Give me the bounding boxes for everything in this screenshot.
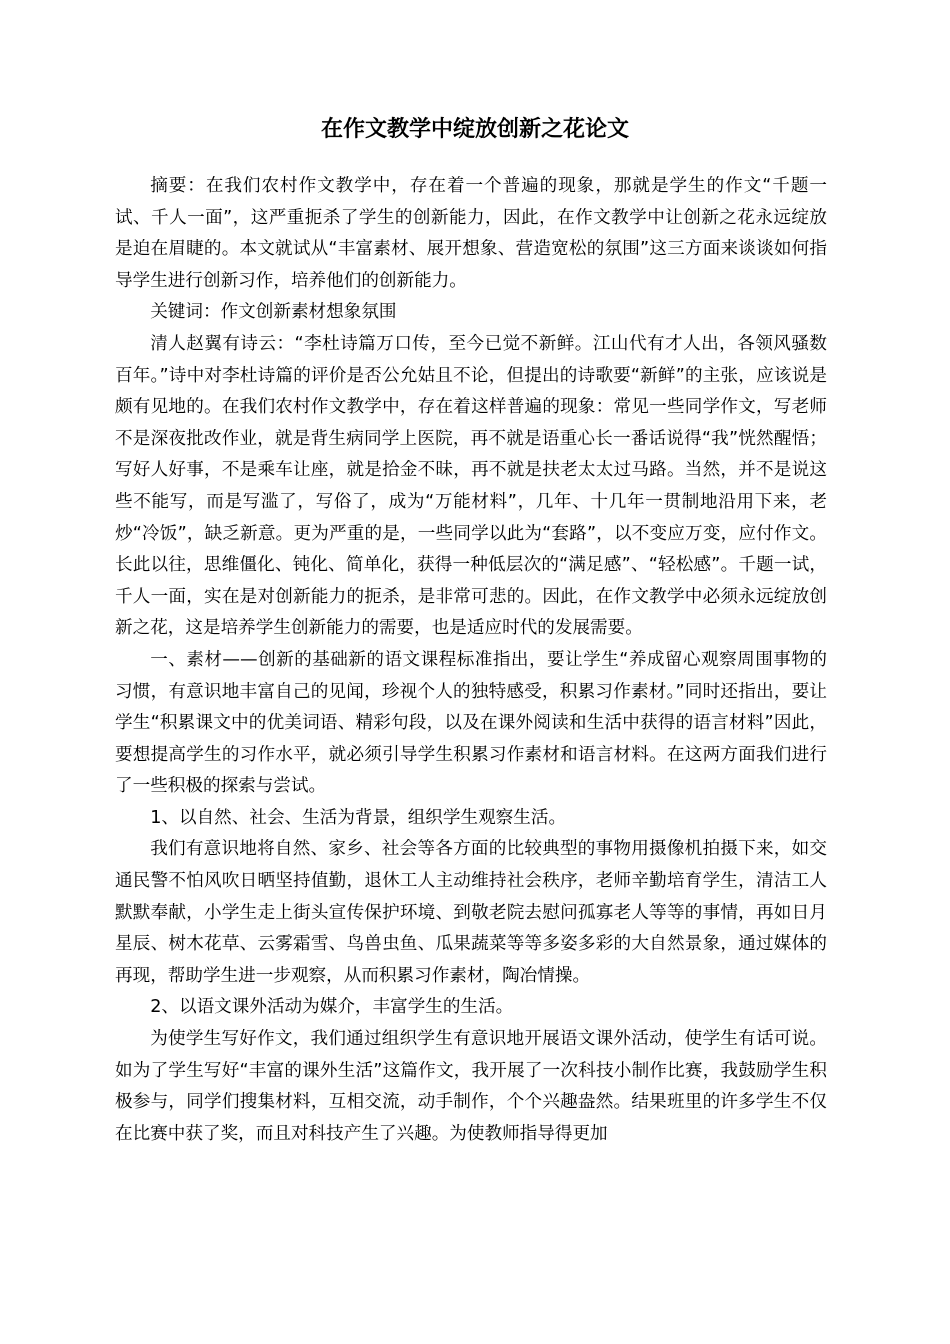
body-paragraph: 清人赵翼有诗云：“李杜诗篇万口传，至今已觉不新鲜。江山代有才人出，各领风骚数百年。”诗中对李杜诗篇的评价是否公允姑且不论，但提出的诗歌要“新鲜”的主张，应该说是颇有见地的。在我们农村作文教学中，存在着这样普遍的现象：常见一些同学作文，写老师不是深夜批改作业，就是背生病同学上医院，再不就是语重心长一番话说得“我”恍然醒悟；写好人好事，不是乘车让座，就是拾金不昧，再不就是扶老太太过马路。当然，并不是说这些不能写，而是写滥了，写俗了，成为“万能材料”，几年、十几年一贯制地沿用下来，老炒“冷饭”，缺乏新意。更为严重的是，一些同学以此为“套路”，以不变应万变，应付作文。长此以往，思维僵化、钝化、简单化，获得一种低层次的“满足感”、“轻松感”。千题一试，千人一面，实在是对创新能力的扼杀，是非常可悲的。因此，在作文教学中必须永远绽放创新之花，这是培养学生创新能力的需要，也是适应时代的发展需要。 [115, 333, 827, 639]
subsection-heading: 2、以语文课外活动为媒介，丰富学生的生活。 [150, 997, 514, 1018]
section-heading-paragraph: 一、素材——创新的基础新的语文课程标准指出，要让学生“养成留心观察周围事物的习惯，有意识地丰富自己的见闻，珍视个人的独特感受，积累习作素材。”同时还指出，要让学生“积累课文中的优美词语、精彩句段，以及在课外阅读和生活中获得的语言材料”因此，要想提高学生的习作水平，就必须引导学生积累习作素材和语言材料。在这两方面我们进行了一些积极的探索与尝试。 [115, 649, 827, 797]
abstract-paragraph: 摘要：在我们农村作文教学中，存在着一个普遍的现象，那就是学生的作文“千题一试、千人一面”，这严重扼杀了学生的创新能力，因此，在作文教学中让创新之花永远绽放是迫在眉睫的。本文就试从“丰富素材、展开想象、营造宽松的氛围”这三方面来谈谈如何指导学生进行创新习作，培养他们的创新能力。 [115, 176, 827, 291]
body-paragraph: 我们有意识地将自然、家乡、社会等各方面的比较典型的事物用摄像机拍摄下来，如交通民警不怕风吹日晒坚持值勤，退休工人主动维持社会秩序，老师辛勤培育学生，清洁工人默默奉献，小学生走上街头宣传保护环境、到敬老院去慰问孤寡老人等等的事情，再如日月星辰、树木花草、云雾霜雪、鸟兽虫鱼、瓜果蔬菜等等多姿多彩的大自然景象，通过媒体的再现，帮助学生进一步观察，从而积累习作素材，陶冶情操。 [115, 839, 827, 986]
document-title: 在作文教学中绽放创新之花论文 [320, 117, 629, 142]
document-body [115, 171, 827, 1150]
subsection-heading: 1、以自然、社会、生活为背景，组织学生观察生活。 [150, 807, 567, 828]
keywords-paragraph: 关键词：作文创新素材想象氛围 [150, 302, 397, 323]
body-paragraph: 为使学生写好作文，我们通过组织学生有意识地开展语文课外活动，使学生有话可说。如为了学生写好“丰富的课外生活”这篇作文，我开展了一次科技小制作比赛，我鼓励学生积极参与，同学们搜集材料，互相交流，动手制作，个个兴趣盎然。结果班里的许多学生不仅在比赛中获了奖，而且对科技产生了兴趣。为使教师指导得更加 [115, 1029, 827, 1144]
